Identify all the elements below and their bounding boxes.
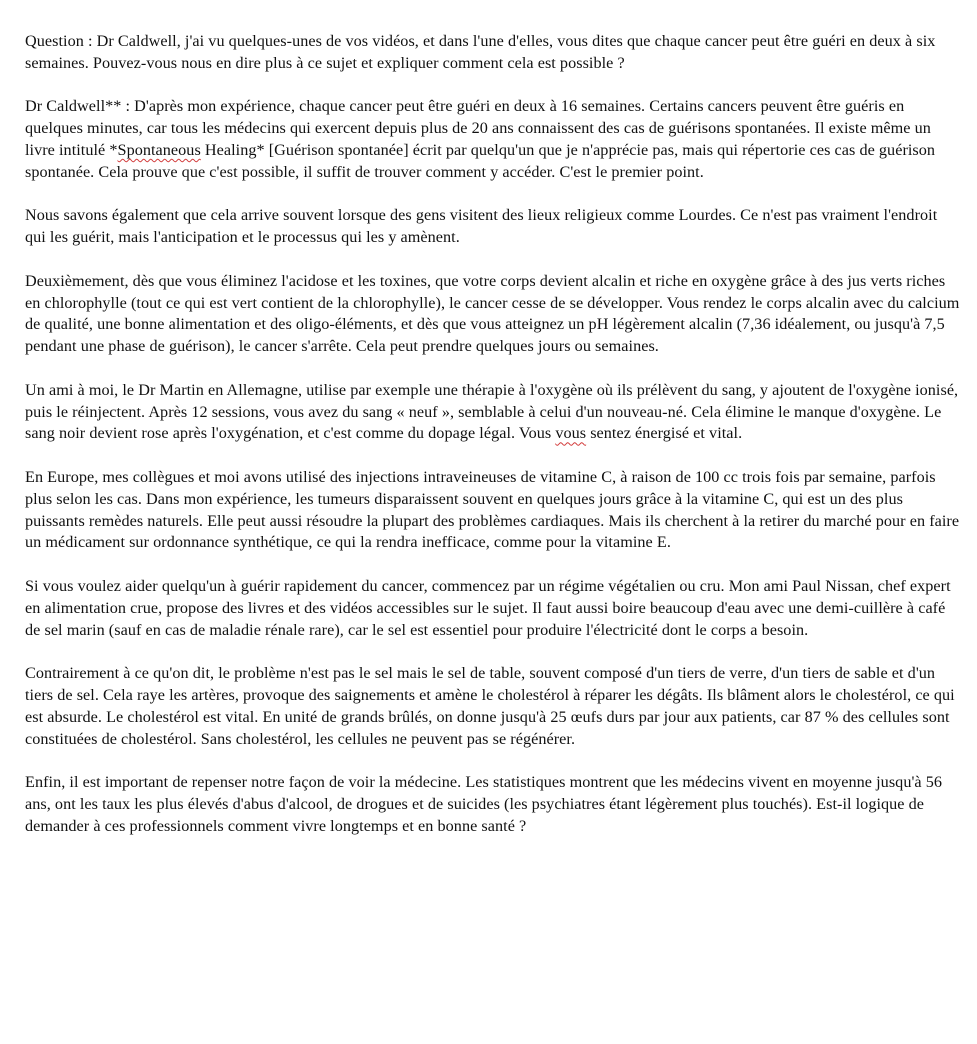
paragraph-text: Si vous voulez aider quelqu'un à guérir rapidement du cancer, commencez par un régime végétalien ou cru. Mon ami Paul Nissan, chef expert en alimentation crue, propose des livres et des vidéos accessibles sur le sujet. Il faut aussi boire beaucoup d'eau avec une demi-cuillère à café de sel marin (sauf en cas de maladie rénale rare), car le sel est essentiel pour produire l'électricité dont le corps a besoin. bbox=[25, 576, 951, 639]
paragraph-text: Deuxièmement, dès que vous éliminez l'acidose et les toxines, que votre corps devient alcalin et riche en oxygène grâce à des jus verts riches en chlorophylle (tout ce qui est vert contient de la chlorophylle), le cancer cesse de se développer. Vous rendez le corps alcalin avec du calcium de qualité, une bonne alimentation et des oligo-éléments, et dès que vous atteignez un pH légèrement alcalin (7,36 idéalement, ou jusqu'à 7,5 pendant une phase de guérison), le cancer s'arrête. Cela peut prendre quelques jours ou semaines. bbox=[25, 271, 960, 356]
paragraph-vitamin-c bbox=[25, 467, 960, 554]
paragraph-text: Un ami à moi, le Dr Martin en Allemagne, utilise par exemple une thérapie à l'oxygène où ils prélèvent du sang, y ajoutent de l'oxygène ionisé, puis le réinjectent. Après 12 sessions, vous avez du sang « neuf », semblable à celui d'un nouveau-né. Cela élimine le manque d'oxygène. Le sang noir devient rose après l'oxygénation, et c'est comme du dopage légal. Vous bbox=[25, 380, 959, 443]
document-body bbox=[25, 31, 960, 859]
paragraph-salt-cholesterol bbox=[25, 663, 960, 750]
paragraph-alkaline bbox=[25, 271, 960, 358]
paragraph-answer-intro bbox=[25, 96, 960, 183]
paragraph-text: Question : Dr Caldwell, j'ai vu quelques-unes de vos vidéos, et dans l'une d'elles, vous dites que chaque cancer peut être guéri en deux à six semaines. Pouvez-vous nous en dire plus à ce sujet et expliquer comment cela est possible ? bbox=[25, 32, 936, 72]
paragraph-text: En Europe, mes collègues et moi avons utilisé des injections intraveineuses de vitamine C, à raison de 100 cc trois fois par semaine, parfois plus selon les cas. Dans mon expérience, les tumeurs disparaissent souvent en quelques jours grâce à la vitamine C, qui est un des plus puissants remèdes naturels. Elle peut aussi résoudre la plupart des problèmes cardiaques. Mais ils cherchent à la retirer du marché pour en faire un médicament sur ordonnance synthétique, ce qui la rendra inefficace, comme pour la vitamine E. bbox=[25, 467, 960, 552]
paragraph-text: Dr Caldwell** : D'après mon expérience, chaque cancer peut être guéri en deux à 16 semaines. Certains cancers peuvent être guéris en quelques minutes, car tous les médecins qui exercent depuis plus de 20 ans connaissent des cas de guérisons spontanées. Il existe même un livre intitulé * bbox=[25, 97, 931, 159]
paragraph-conclusion bbox=[25, 772, 960, 837]
paragraph-text: Nous savons également que cela arrive souvent lorsque des gens visitent des lieux religieux comme Lourdes. Ce n'est pas vraiment l'endroit qui les guérit, mais l'anticipation et le processus qui les y amènent. bbox=[25, 206, 938, 247]
spelling-flagged-word[interactable]: vous bbox=[555, 424, 587, 443]
paragraph-text: sentez énergisé et vital. bbox=[586, 424, 743, 443]
paragraph-text: Enfin, il est important de repenser notre façon de voir la médecine. Les statistiques montrent que les médecins vivent en moyenne jusqu'à 56 ans, ont les taux les plus élevés d'abus d'alcool, de drogues et de suicides (les psychiatres étant légèrement plus touchés). Est-il logique de demander à ces professionnels comment vivre longtemps et en bonne santé ? bbox=[25, 773, 943, 835]
paragraph-lourdes bbox=[25, 205, 960, 249]
paragraph-oxygen-therapy bbox=[25, 380, 960, 445]
paragraph-text: Contrairement à ce qu'on dit, le problème n'est pas le sel mais le sel de table, souvent composé d'un tiers de verre, d'un tiers de sable et d'un tiers de sel. Cela raye les artères, provoque des saignements et amène le cholestérol à réparer les dégâts. Ils blâment alors le cholestérol, ce qui est absurde. Le cholestérol est vital. En unité de grands brûlés, on donne jusqu'à 25 œufs durs par jour aux patients, car 87 % des cellules sont constituées de cholestérol. Sans cholestérol, les cellules ne peuvent pas se régénérer. bbox=[25, 664, 955, 748]
spelling-flagged-word[interactable]: Spontaneous bbox=[117, 140, 201, 159]
paragraph-question bbox=[25, 31, 960, 75]
paragraph-vegan-diet bbox=[25, 576, 960, 641]
paragraph-text: Healing* [Guérison spontanée] écrit par quelqu'un que je n'apprécie pas, mais qui répertorie ces cas de guérison spontanée. Cela prouve que c'est possible, il suffit de trouver comment y accéder. C'est le premier point. bbox=[25, 140, 936, 181]
